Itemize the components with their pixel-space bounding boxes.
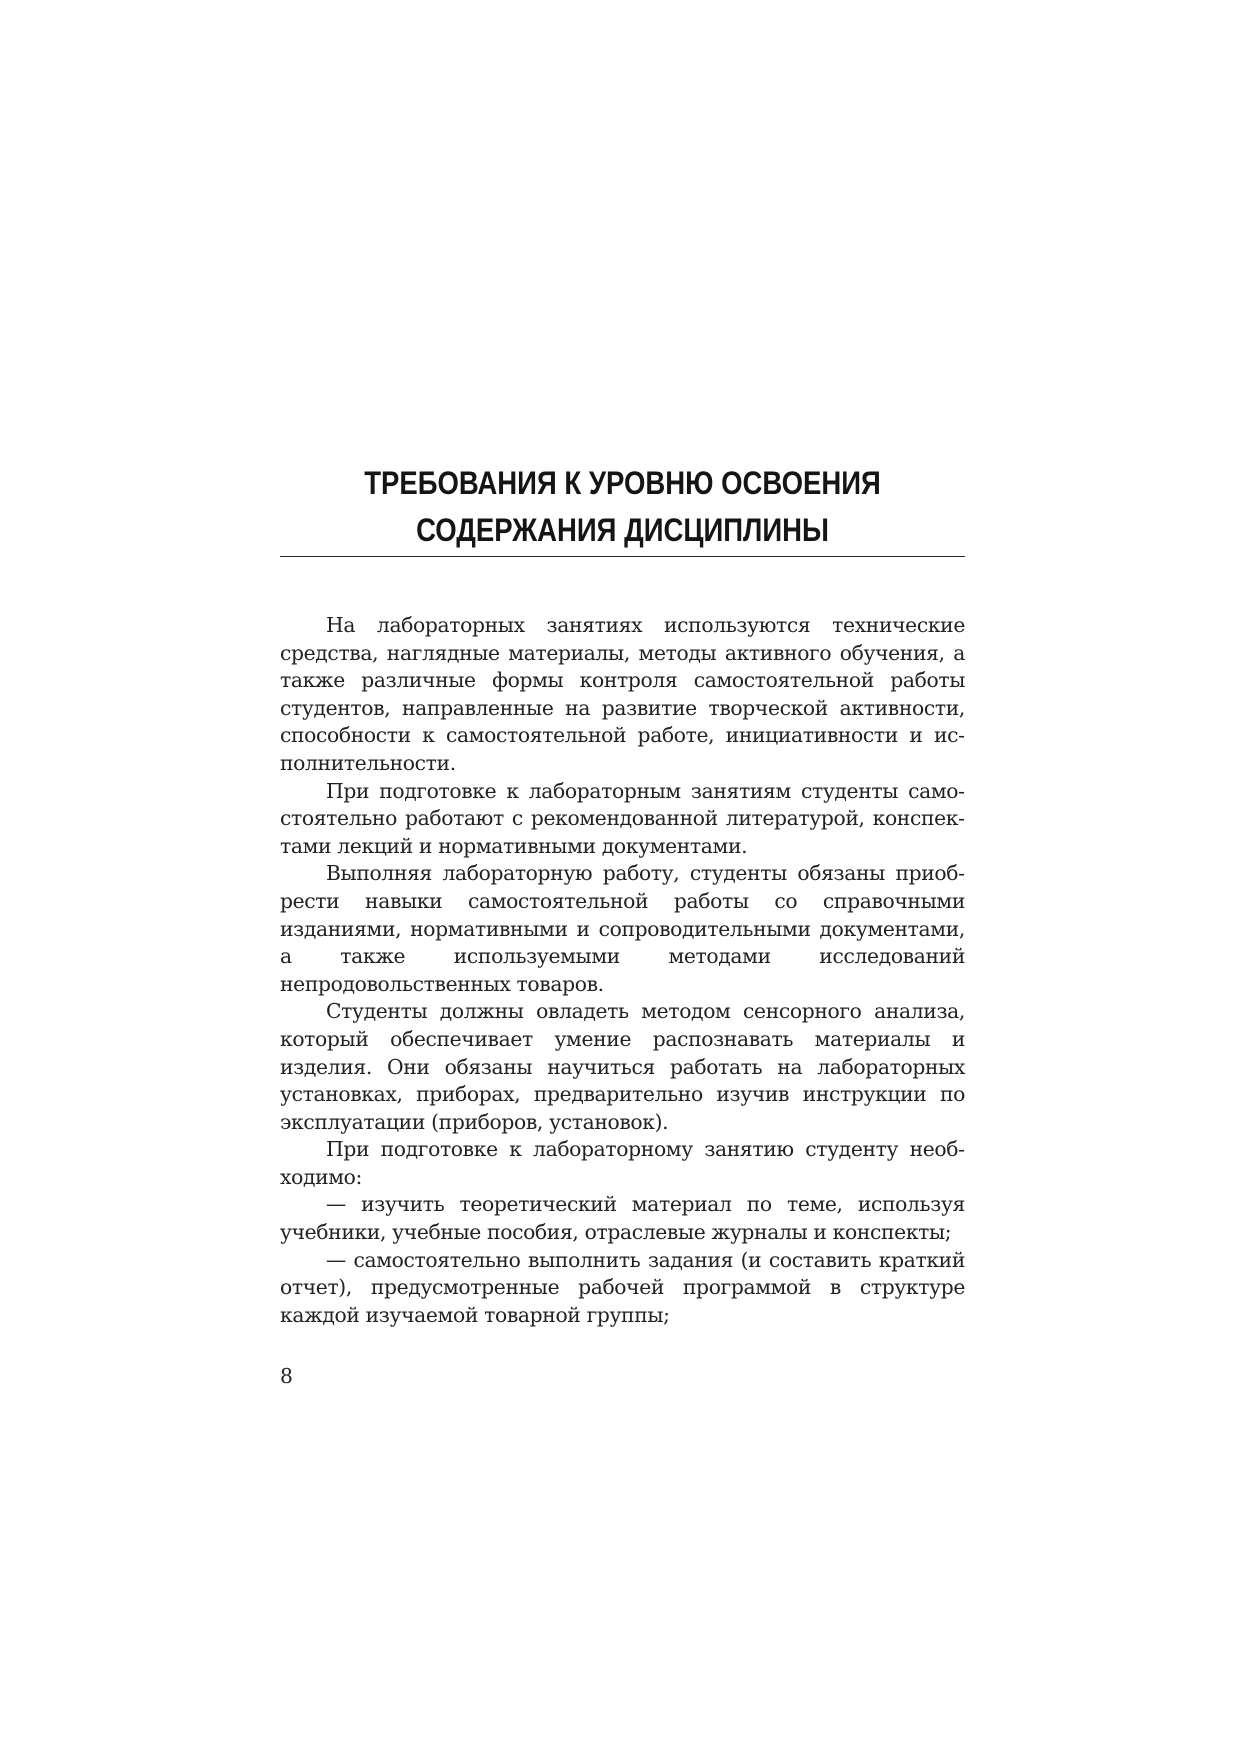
list-item-study-theory: — изучить теоретический материал по теме, используя учебники, учебные пособия, отраслевые журналы и конспекты; bbox=[280, 1192, 965, 1245]
page-number: 8 bbox=[280, 1364, 293, 1388]
paragraph-lab-work-skills: Выполняя лабораторную работу, студенты обязаны приобрести навыки самостоятельной работы со справочными изданиями, нормативными и сопроводительными документами, а также используемыми методами исследований непродовольственных товаров. bbox=[280, 861, 965, 996]
section-title-line-1: ТРЕБОВАНИЯ К УРОВНЮ ОСВОЕНИЯ bbox=[364, 465, 881, 501]
body-text bbox=[280, 612, 965, 1329]
list-item-complete-tasks: — самостоятельно выполнить задания (и составить краткий отчет), предусмотренные рабочей программой в структуре каждой изучаемой товарной группы; bbox=[280, 1247, 965, 1327]
paragraph-preparation: При подготовке к лабораторным занятиям студенты самостоятельно работают с рекомендованной литературой, конспектами лекций и нормативными документами. bbox=[280, 778, 965, 858]
paragraph-sensory-analysis: Студенты должны овладеть методом сенсорного анализа, который обеспечивает умение распознавать материалы и изделия. Они обязаны научиться работать на лабораторных установках, приборах, предварительно изучив инструкции по эксплуатации (приборов, установок). bbox=[280, 999, 965, 1134]
paragraph-lab-methods: На лабораторных занятиях используются технические средства, наглядные материалы, методы активного обучения, а также различные формы контроля самостоятельной работы студентов, направленные на развитие творческой активности, способности к самостоятельной работе, инициативности и исполнительности. bbox=[280, 613, 965, 775]
section-title-line-2: СОДЕРЖАНИЯ ДИСЦИПЛИНЫ bbox=[416, 512, 829, 548]
paragraph-student-needs: При подготовке к лабораторному занятию студенту необходимо: bbox=[280, 1137, 965, 1189]
title-underline-divider bbox=[280, 556, 965, 557]
